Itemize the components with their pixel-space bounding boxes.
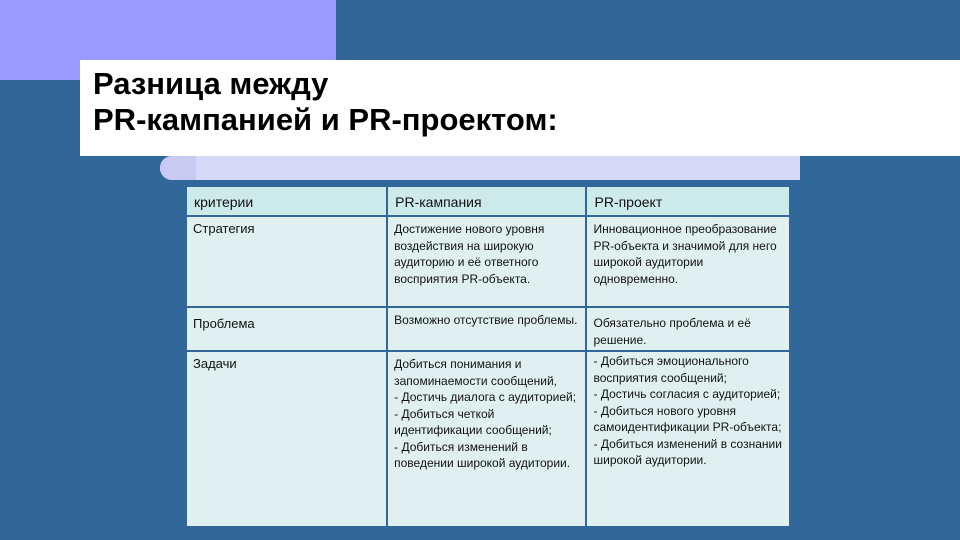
header-pr-project: PR-проект [586, 186, 790, 216]
header-pr-campaign: PR-кампания [387, 186, 586, 216]
row-campaign-cell: Добиться понимания и запоминаемости сообщений, - Достичь диалога с аудиторией; - Добиться четкой идентификации сообщений; - Добиться изменений в поведении широкой аудитории. [387, 351, 586, 527]
slide-title [93, 66, 873, 138]
row-project-cell: - Добиться эмоционального восприятия сообщений; - Достичь согласия с аудиторией; - Добиться нового уровня самоидентификации PR-объекта; - Добиться изменений в сознании широкой аудитории. [586, 351, 790, 527]
table-row [186, 351, 790, 527]
title-divider [160, 156, 800, 180]
table-row [186, 216, 790, 307]
header-criteria: критерии [186, 186, 387, 216]
table-row [186, 307, 790, 351]
row-campaign-cell: Возможно отсутствие проблемы. [387, 307, 586, 351]
row-criterion: Задачи [186, 351, 387, 527]
row-project-cell: Инновационное преобразование PR-объекта и значимой для него широкой аудитории одновременно. [586, 216, 790, 307]
table-header-row [186, 186, 790, 216]
row-criterion: Стратегия [186, 216, 387, 307]
slide-title-line-1: Разница между [93, 66, 329, 101]
slide-title-line-2: PR-кампанией и PR-проектом: [93, 102, 558, 137]
row-campaign-cell: Достижение нового уровня воздействия на широкую аудиторию и её ответного восприятия PR-объекта. [387, 216, 586, 307]
left-band [80, 156, 176, 540]
comparison-table [185, 185, 791, 528]
title-divider-cap [160, 156, 196, 180]
row-project-cell: Обязательно проблема и её решение. [586, 307, 790, 351]
row-criterion: Проблема [186, 307, 387, 351]
